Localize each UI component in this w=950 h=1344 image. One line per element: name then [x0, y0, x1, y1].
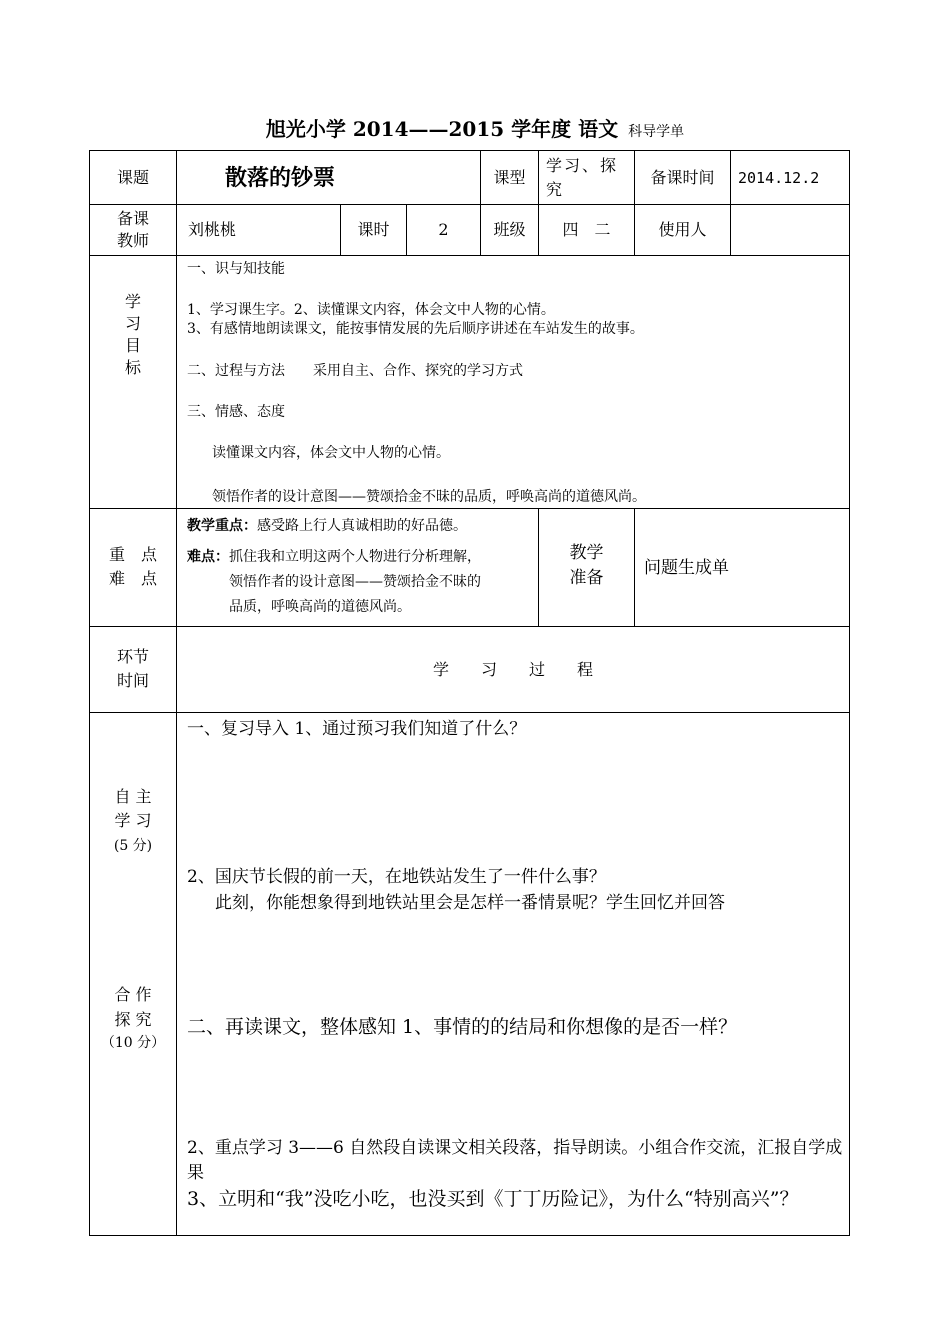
focus-label: 教学重点： [187, 518, 257, 534]
row-divider [89, 712, 850, 713]
col-divider [538, 150, 539, 204]
coop-label-2: 探 究 [114, 1010, 152, 1029]
coop-label-1: 合 作 [114, 985, 152, 1004]
self-study-label-2: 学 习 [114, 811, 152, 830]
col-divider [634, 508, 635, 626]
stage-label-2: 时间 [116, 671, 149, 690]
title-subtitle: 科导学单 [628, 124, 685, 140]
step-6: 3、立明和“我”没吃小吃，也没买到《丁丁历险记》，为什么“特别高兴”？ [187, 1188, 799, 1210]
self-study-time: (5 分) [113, 838, 153, 854]
user-label: 使用人 [658, 220, 707, 239]
type-label: 课型 [493, 167, 526, 187]
step-3: 此刻，你能想象得到地铁站里会是怎样一番情景呢？学生回忆并回答 [215, 893, 725, 913]
step-4: 二、再读课文，整体感知 1、事情的的结局和你想像的是否一样？ [187, 1016, 738, 1038]
user-value [731, 205, 849, 255]
period-value: 2 [438, 220, 449, 239]
prep-label-2: 准备 [569, 568, 604, 588]
goals-line-1: 1、学习课生字。2、读懂课文内容，体会文中人物的心情。 [187, 302, 555, 318]
goals-line-3: 读懂课文内容，体会文中人物的心情。 [212, 445, 450, 461]
process-title: 学 习 过 程 [432, 659, 593, 679]
topic-value: 散落的钞票 [224, 164, 335, 191]
prep-time-label: 备课时间 [650, 167, 715, 187]
class-label: 班级 [493, 220, 526, 239]
goals-line-2: 3、有感情地朗读课文，能按事情发展的先后顺序讲述在车站发生的故事。 [187, 321, 644, 337]
goals-line-4: 领悟作者的设计意图——赞颂拾金不昧的品质，呼唤高尚的道德风尚。 [212, 489, 646, 505]
prep-label-1: 教学 [569, 543, 604, 563]
page-title [0, 113, 950, 142]
goals-label: 学习目标 [124, 292, 141, 377]
teacher-value: 刘桃桃 [188, 220, 237, 239]
key-label-1: 重 点 [108, 545, 157, 564]
prep-time-value: 2014.12.2 [738, 168, 820, 187]
goals-heading-3: 三、情感、态度 [187, 404, 285, 420]
class-value: 四 二 [562, 220, 611, 239]
key-label-2: 难 点 [108, 569, 157, 588]
stage-label-1: 环节 [116, 647, 149, 666]
self-study-label-1: 自 主 [114, 787, 152, 806]
difficulty-line-2: 领悟作者的设计意图——赞颂拾金不昧的 [229, 574, 481, 590]
type-value: 学习、探究 [546, 155, 619, 199]
goals-heading-2: 二、过程与方法 采用自主、合作、探究的学习方式 [187, 363, 523, 379]
difficulty-text-1: 抓住我和立明这两个人物进行分析理解， [229, 549, 481, 565]
step-1: 一、复习导入 1、通过预习我们知道了什么？ [187, 719, 527, 739]
step-2: 2、国庆节长假的前一天，在地铁站发生了一件什么事？ [187, 867, 606, 887]
focus-text: 感受路上行人真诚相助的好品德。 [257, 518, 467, 534]
teacher-label: 备课教师 [116, 209, 149, 250]
goals-heading-1: 一、识与知技能 [187, 261, 285, 277]
difficulty-line-1 [187, 546, 481, 566]
topic-label: 课题 [116, 167, 149, 187]
col-divider [730, 150, 731, 204]
difficulty-label: 难点： [187, 549, 229, 565]
coop-time: （10 分） [100, 1035, 166, 1051]
focus-line [187, 515, 467, 535]
prep-value: 问题生成单 [644, 557, 729, 578]
period-label: 课时 [357, 220, 390, 239]
title-main: 旭光小学 2014——2015 学年度 语文 [265, 117, 619, 141]
difficulty-line-3: 品质，呼唤高尚的道德风尚。 [229, 599, 411, 615]
step-5: 2、重点学习 3——6 自然段自读课文相关段落，指导朗读。小组合作交流，汇报自学成果 [187, 1138, 843, 1183]
row-divider [89, 255, 850, 256]
